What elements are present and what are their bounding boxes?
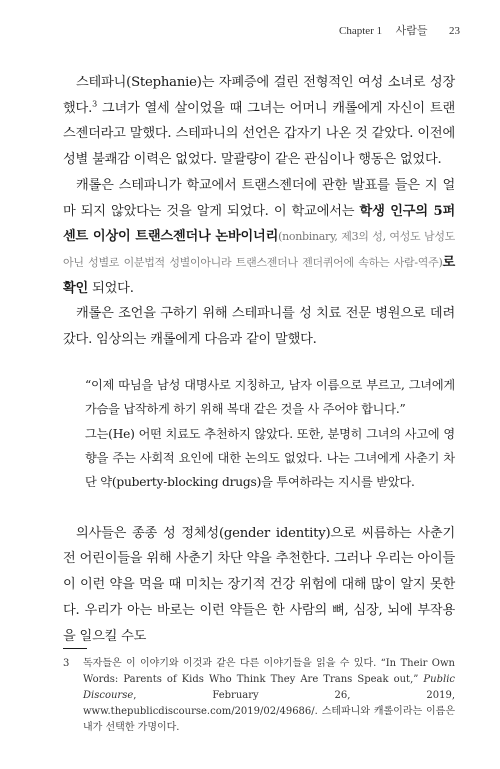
quote-line-1: “이제 따님을 남성 대명사로 지칭하고, 남자 이름으로 부르고, 그녀에게 가슴을 납작하게 하기 위해 복대 같은 것을 사 주어야 합니다.” [85, 377, 455, 417]
main-text [63, 70, 455, 649]
footnote-source: Public Discourse [83, 674, 455, 701]
footnote-text: 독자들은 이 이야기와 이것과 같은 다른 이야기들을 읽을 수 있다. “In Their Own Words: Parents of Kids Who Think They Are Trans Speak out,” Public Discourse, February 26, 2019, www.thepublicdiscourse.com/2019/02/49686/. 스테파니와 캐롤이라는 이름은 내가 선택한 가명이다. [83, 658, 455, 733]
paragraph-2-text: 캐롤은 스테파니가 학교에서 트랜스젠더에 관한 발표를 들은 지 얼마 되지 않았다는 것을 알게 되었다. 이 학교에서는 [63, 177, 455, 219]
quote-line-2: 그는(He) 어떤 치료도 추천하지 않았다. 또한, 분명히 그녀의 사고에 영향을 주는 사회적 요인에 대한 논의도 없었다. 나는 그녀에게 사춘기 차단 약(puberty-blocking drugs)을 투여하라는 지시를 받았다. [85, 426, 455, 490]
paragraph-4: 의사들은 종종 성 정체성(gender identity)으로 씨름하는 사춘기 전 어린이들을 위해 사춘기 차단 약을 추천한다. 그러나 우리는 아이들이 이런 약을 먹을 때 미치는 장기적 건강 위험에 대해 많이 알지 못한다. 우리가 아는 바로는 이런 약들은 한 사람의 뼈, 심장, 뇌에 부작용을 일으킬 수도 [63, 525, 455, 644]
page-number: 23 [449, 25, 460, 37]
block-quote [63, 373, 455, 495]
footnote-number: 3 [63, 658, 70, 669]
paragraph-2-bold: 학생 인구의 5퍼센트 이상이 트랜스젠더나 논바이너리 [63, 203, 455, 245]
footnote-ref[interactable]: 3 [92, 99, 97, 109]
paragraph-2 [63, 173, 455, 302]
running-header [339, 22, 460, 38]
translator-note: (nonbinary, 제3의 성, 여성도 남성도 아닌 성별로 이분법적 성별이아니라 트랜스젠더나 젠더퀴어에 속하는 사람-역주) [63, 230, 455, 269]
paragraph-3: 캐롤은 조언을 구하기 위해 스테파니를 성 치료 전문 병원으로 데려 갔다. 임상의는 캐롤에게 다음과 같이 말했다. [63, 306, 455, 348]
paragraph-1-text-cont: 그녀가 열세 살이었을 때 그녀는 어머니 캐롤에게 자신이 트랜스젠더라고 말했다. 스테파니의 선언은 갑자기 나온 것 같았다. 이전에 성별 불쾌감 이력은 없었다. 말괄량이 같은 관심이나 행동은 없었다. [63, 100, 455, 168]
footnote [63, 656, 455, 736]
section-title: 사람들 [395, 25, 428, 37]
footnote-divider [63, 648, 87, 649]
paragraph-1-text: 스테파니(Stephanie)는 자폐증에 걸린 전형적인 여성 소녀로 성장했다. [63, 75, 455, 116]
paragraph-2-bold-end: 로 확인 [63, 254, 455, 296]
paragraph-2-text-end: 되었다. [92, 280, 134, 296]
chapter-label: Chapter 1 [339, 25, 383, 37]
paragraph-1 [63, 70, 455, 173]
